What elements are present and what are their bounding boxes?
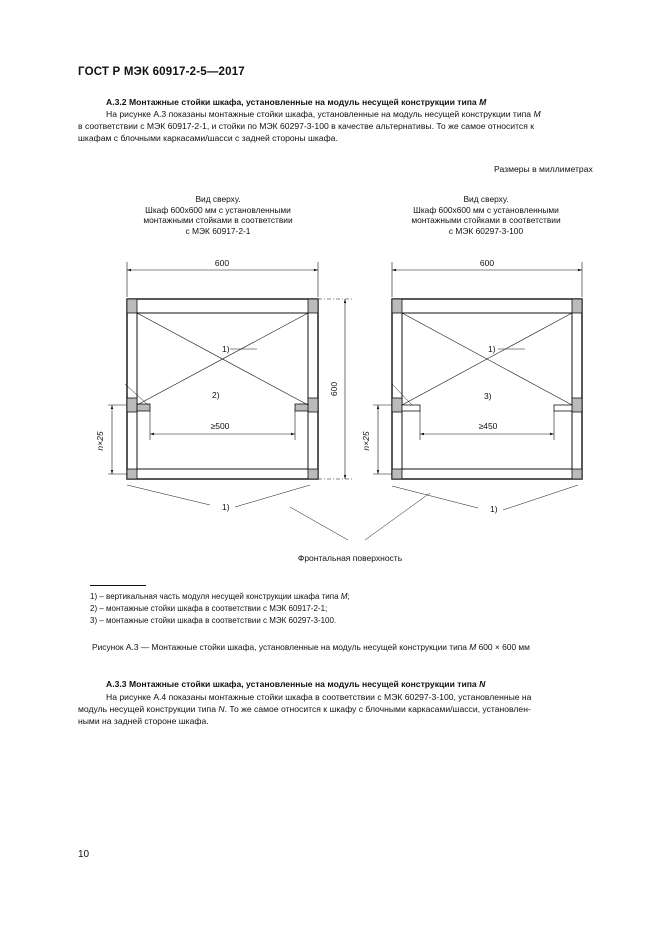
dim-width-right: 600 (479, 258, 495, 268)
figure-caption-size: 600 × 600 мм (476, 642, 530, 652)
label-1-left-upper: 1) (222, 344, 230, 354)
caption-line: Шкаф 600x600 мм с установленными (145, 204, 291, 215)
footnote-1 (90, 591, 350, 603)
right-cabinet (373, 262, 582, 510)
dim-nx25-left: n×25 (95, 431, 105, 451)
section-a33-para-line2 (78, 703, 531, 715)
figure-caption-text: Рисунок А.3 — Монтажные стойки шкафа, установленные на модуль несущей конструкции типа (92, 642, 470, 652)
section-a33-title-type: N (479, 679, 486, 689)
para-italic: N (218, 704, 225, 714)
label-1-left-lower: 1) (222, 502, 230, 512)
front-surface-label: Фронтальная поверхность (297, 553, 403, 563)
footnote-number: 3) (90, 616, 98, 625)
label-1-right-lower: 1) (490, 504, 498, 514)
dim-nx25-right: n×25 (361, 431, 371, 451)
caption-line: Вид сверху. (463, 194, 509, 204)
footnote-text: – монтажные стойки шкафа в соответствии с МЭК 60297-3-100. (99, 616, 337, 625)
footnote-3 (90, 615, 336, 627)
caption-line: Шкаф 600x600 мм с установленными (413, 204, 559, 215)
units-note: Размеры в миллиметрах (494, 164, 593, 174)
label-3: 3) (484, 391, 492, 401)
footnote-number: 1) (90, 592, 98, 601)
footnote-italic: M (340, 592, 348, 601)
section-a33-para-line1: На рисунке А.4 показаны монтажные стойки шкафа в соответствии с МЭК 60297-3-100, установленные на (106, 692, 532, 702)
section-a33-title: Монтажные стойки шкафа, установленные на модуль несущей конструкции типа (128, 679, 480, 689)
section-a33-heading (106, 679, 485, 689)
dim-width-left: 600 (214, 258, 230, 268)
section-a33-number: А.3.3 (106, 679, 127, 689)
footnote-text: – монтажные стойки шкафа в соответствии с МЭК 60917-2-1; (99, 604, 328, 613)
section-a33-para-line3: ными на задней стороне шкафа. (78, 716, 209, 726)
para-text: модуль несущей конструкции типа (78, 704, 219, 714)
caption-line: монтажными стойками в соответствии (143, 215, 293, 225)
caption-line: Вид сверху. (195, 194, 241, 204)
dim-min-right: ≥450 (478, 421, 498, 431)
figure-caption-italic: M (469, 642, 477, 652)
para-italic: M (533, 109, 541, 119)
para-text-end: . То же самое относится к шкафу с блочными каркасами/шасси, установлен- (224, 704, 531, 714)
label-2: 2) (212, 390, 220, 400)
dim-min-left: ≥500 (210, 421, 230, 431)
footnote-divider (90, 585, 146, 586)
section-a32-para-line2: в соответствии с МЭК 60917-2-1, и стойки по МЭК 60297-3-100 в качестве альтернативы. То же самое относится к (78, 121, 535, 131)
section-a32-title: Монтажные стойки шкафа, установленные на модуль несущей конструкции типа (128, 97, 480, 107)
caption-line: монтажными стойками в соответствии (411, 215, 561, 225)
footnote-number: 2) (90, 604, 98, 613)
dim-depth: 600 (329, 381, 339, 397)
footnote-text: – вертикальная часть модуля несущей конструкции шкафа типа (99, 592, 341, 601)
page-number: 10 (78, 849, 90, 860)
para-text: На рисунке А.3 показаны монтажные стойки шкафа, установленные на модуль несущей конструкции типа (106, 109, 534, 119)
caption-line: с МЭК 60297-3-100 (448, 225, 524, 236)
document-header: ГОСТ Р МЭК 60917-2-5—2017 (78, 66, 245, 78)
caption-line: с МЭК 60917-2-1 (185, 225, 251, 236)
section-a32-title-type: M (479, 97, 487, 107)
label-1-right-upper: 1) (488, 344, 496, 354)
footnote-2 (90, 603, 327, 615)
footnote-text-end: ; (347, 592, 350, 601)
figure-caption (92, 641, 530, 653)
left-cabinet (108, 262, 318, 507)
section-a32-number: А.3.2 (106, 97, 127, 107)
section-a32-para-line3: шкафам с блочными каркасами/шасси с задней стороны шкафа. (78, 133, 338, 143)
